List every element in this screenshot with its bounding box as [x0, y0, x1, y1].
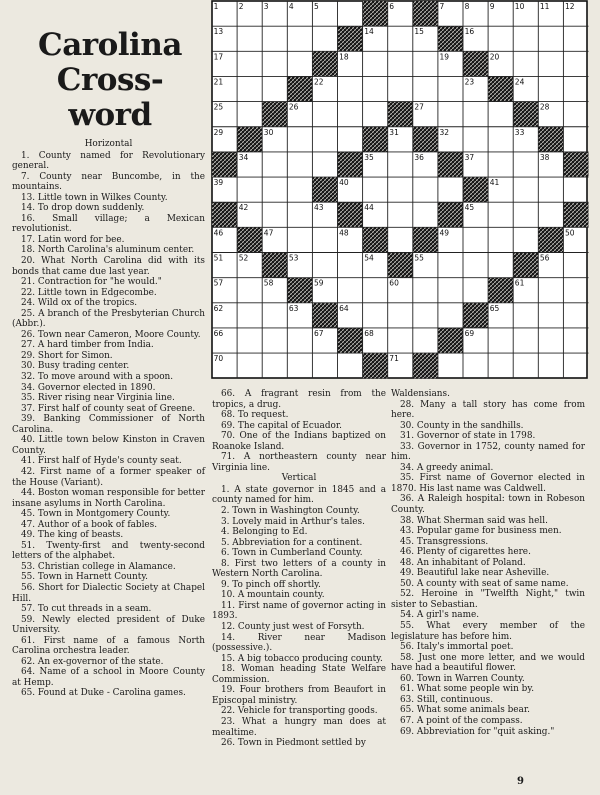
black-square	[463, 177, 488, 202]
black-square	[538, 127, 563, 152]
cell-number: 29	[213, 127, 224, 137]
clue-item: 61. What some people win by.	[400, 684, 535, 695]
clue-item: 48. An inhabitant of Poland.	[400, 557, 526, 568]
black-square	[312, 177, 337, 202]
clue-item: 42. First name of a former speaker of the House (Variant).	[12, 466, 205, 488]
black-square	[363, 353, 388, 378]
cell-number: 65	[489, 303, 500, 313]
cell-number: 33	[514, 127, 525, 137]
cell-number: 15	[414, 27, 424, 37]
black-square	[488, 278, 513, 303]
cell-number: 3	[263, 2, 269, 11]
black-square	[413, 227, 438, 252]
clue-item: 41. First half of Hyde's county seat.	[21, 456, 182, 467]
cell-number: 71	[389, 354, 399, 364]
cell-number: 16	[464, 27, 475, 37]
clue-item: 61. First name of a famous North Carolina orchestra leader.	[12, 635, 205, 657]
clue-item: 31. Governor of state in 1798.	[400, 431, 536, 442]
clue-item: 10. A mountain county.	[221, 590, 325, 601]
cell-number: 36	[414, 152, 424, 162]
clue-item: 33. Governor in 1752, county named for him.	[391, 441, 585, 463]
horizontal-clue-list-continued	[212, 389, 386, 473]
cell-number: 28	[539, 102, 550, 112]
clue-item: 35. River rising near Virginia line.	[21, 393, 175, 404]
cell-number: 69	[464, 328, 475, 338]
cell-number: 2	[238, 2, 244, 11]
clue-item: 16. Small village; a Mexican revolutionist.	[12, 213, 205, 235]
clue-item: 56. Italy's immortal poet.	[400, 642, 514, 653]
clue-item: 6. Town in Cumberland County.	[221, 548, 363, 559]
clue-item: 62. An ex-governor of the state.	[21, 656, 164, 667]
cell-number: 27	[414, 102, 424, 112]
cell-number: 1	[213, 2, 219, 11]
cell-number: 12	[565, 2, 575, 11]
clue-item: 1. County named for Revolutionary general.	[12, 150, 205, 172]
crossword-grid	[211, 0, 591, 380]
clue-item: 54. A girl's name.	[400, 610, 480, 621]
title-line: Carolina	[38, 27, 182, 63]
clue-item: 21. Contraction for "he would."	[21, 277, 162, 288]
cell-number: 38	[539, 152, 550, 162]
clues-column-1	[12, 139, 205, 699]
clue-item: 28. Many a tall story has come from here.	[391, 399, 585, 421]
clue-item: 49. Beautiful lake near Asheville.	[400, 568, 550, 579]
black-square	[538, 227, 563, 252]
horizontal-clue-list	[12, 151, 205, 699]
clue-item: 26. Town near Cameron, Moore County.	[21, 329, 201, 340]
clue-item: 47. Author of a book of fables.	[21, 519, 158, 530]
clue-item: 39. Banking Commissioner of North Carolina.	[12, 414, 205, 435]
black-square	[237, 127, 262, 152]
clue-item: 55. What every member of the legislature has before him.	[391, 621, 585, 642]
cell-number: 26	[288, 102, 299, 112]
black-square	[287, 76, 312, 101]
clue-item: 52. Heroine in "Twelfth Night," twin sister to Sebastian.	[391, 589, 585, 610]
clue-item: 55. Town in Harnett County.	[21, 572, 148, 583]
cell-number: 11	[539, 2, 550, 11]
cell-number: 59	[314, 278, 324, 288]
clue-item: 67. A point of the compass.	[400, 715, 523, 726]
clue-item: 11. First name of governor acting in 1893.	[212, 600, 386, 622]
clue-item: 40. Little town below Kinston in Craven County.	[12, 435, 205, 456]
clue-item: 59. Newly elected president of Duke University.	[12, 614, 205, 636]
clue-item: 46. Plenty of cigarettes here.	[400, 547, 531, 558]
clues-column-3	[391, 389, 585, 737]
clue-item: 58. Just one more letter, and we would have had a beautiful flower.	[391, 652, 585, 674]
cell-number: 43	[314, 203, 324, 213]
cell-number: 35	[364, 152, 374, 162]
cell-number: 23	[464, 77, 475, 87]
clue-item: 5. Abbreviation for a continent.	[221, 537, 363, 548]
black-square	[338, 202, 363, 227]
grid-background	[212, 1, 587, 378]
cell-number: 20	[489, 52, 500, 62]
clue-item: 69. The capital of Ecuador.	[221, 420, 342, 431]
clue-item: 8. First two letters of a county in Western North Carolina.	[212, 558, 386, 580]
black-square	[413, 1, 438, 26]
cell-number: 32	[439, 127, 450, 137]
cell-number: 10	[514, 2, 525, 11]
black-square	[212, 152, 237, 177]
cell-number: 57	[213, 278, 224, 288]
black-square	[513, 102, 538, 127]
clue-item: 45. Transgressions.	[400, 536, 489, 547]
black-square	[438, 328, 463, 353]
clue-item: 65. Found at Duke - Carolina games.	[21, 688, 186, 699]
cell-number: 8	[464, 2, 470, 11]
cell-number: 66	[213, 328, 224, 338]
cell-number: 45	[464, 203, 475, 213]
cell-number: 60	[389, 278, 399, 288]
black-square	[212, 202, 237, 227]
clue-item: 18. Woman heading State Welfare Commission.	[212, 664, 386, 685]
cell-number: 47	[263, 228, 274, 238]
clue-item: 1. A state governor in 1845 and a county named for him.	[212, 484, 386, 506]
cell-number: 13	[213, 27, 224, 37]
clue-item: 43. Popular game for business men.	[400, 526, 562, 537]
clue-item: 4. Belonging to Ed.	[221, 527, 308, 538]
clue-item: 27. A hard timber from India.	[21, 340, 154, 351]
clue-item: 71. A northeastern county near Virginia line.	[212, 452, 386, 473]
clue-item: 64. Name of a school in Moore County at Hemp.	[12, 667, 205, 688]
cell-number: 5	[314, 2, 319, 11]
clue-item: 17. Latin word for bee.	[21, 234, 125, 245]
clue-item: 22. Little town in Edgecombe.	[21, 287, 157, 298]
cell-number: 67	[314, 328, 324, 338]
black-square	[237, 227, 262, 252]
cell-number: 46	[213, 228, 224, 238]
cell-number: 4	[288, 2, 294, 11]
clue-item: 7. County near Buncombe, in the mountains.	[12, 171, 205, 193]
cell-number: 50	[565, 228, 575, 238]
clue-item: 35. First name of Governor elected in 1870. His last name was Caldwell.	[391, 473, 585, 494]
black-square	[563, 152, 588, 177]
black-square	[363, 1, 388, 26]
cell-number: 62	[213, 303, 224, 313]
black-square	[438, 152, 463, 177]
black-square	[338, 152, 363, 177]
clue-item: 49. The king of beasts.	[21, 530, 124, 541]
cell-number: 70	[213, 354, 224, 364]
cell-number: 39	[213, 178, 224, 188]
clue-item: 36. A Raleigh hospital: town in Robeson County.	[391, 494, 585, 516]
vertical-clue-list	[212, 485, 386, 749]
page-number: 9	[517, 776, 524, 787]
clue-continuation: Waldensians.	[391, 389, 450, 399]
cell-number: 17	[213, 52, 224, 62]
cell-number: 14	[364, 27, 374, 37]
black-square	[488, 76, 513, 101]
cell-number: 48	[339, 228, 349, 238]
clue-item: 12. County just west of Forsyth.	[221, 622, 365, 633]
black-square	[463, 51, 488, 76]
black-square	[312, 303, 337, 328]
black-square	[388, 253, 413, 278]
black-square	[363, 227, 388, 252]
cell-number: 56	[539, 253, 550, 263]
clue-item: 65. What some animals bear.	[400, 705, 530, 716]
clue-item: 24. Wild ox of the tropics.	[21, 298, 138, 309]
clue-item: 57. To cut threads in a seam.	[21, 604, 152, 615]
clue-item: 2. Town in Washington County.	[221, 506, 360, 517]
clue-item: 18. North Carolina's aluminum center.	[21, 245, 195, 256]
clue-item: 14. To drop down suddenly.	[21, 203, 145, 214]
black-square	[438, 202, 463, 227]
cell-number: 64	[339, 303, 349, 313]
clue-item: 14. River near Madison (possessive.).	[212, 632, 386, 654]
black-square	[413, 353, 438, 378]
clue-item: 9. To pinch off shortly.	[221, 579, 321, 590]
clue-item: 19. Four brothers from Beaufort in Episcopal ministry.	[212, 685, 386, 706]
cell-number: 31	[389, 127, 399, 137]
cell-number: 51	[213, 253, 224, 263]
cell-number: 63	[288, 303, 299, 313]
clue-item: 56. Short for Dialectic Society at Chapel Hill.	[12, 582, 205, 604]
clue-item: 15. A big tobacco producing county.	[221, 653, 383, 664]
cell-number: 18	[339, 52, 349, 62]
black-square	[338, 328, 363, 353]
clue-item: 20. What North Carolina did with its bonds that came due last year.	[12, 256, 205, 277]
black-square	[413, 127, 438, 152]
clue-item: 60. Town in Warren County.	[400, 673, 525, 684]
black-square	[363, 127, 388, 152]
clue-item: 13. Little town in Wilkes County.	[21, 192, 168, 203]
clue-item: 50. A county with seat of same name.	[400, 578, 569, 589]
cell-number: 40	[339, 178, 349, 188]
cell-number: 21	[213, 77, 224, 87]
black-square	[438, 26, 463, 51]
vertical-heading: Vertical	[281, 473, 317, 484]
clue-item: 38. What Sherman said was hell.	[400, 515, 548, 526]
cell-number: 52	[238, 253, 249, 263]
cell-number: 55	[414, 253, 424, 263]
clue-item: 70. One of the Indians baptized on Roanoke Island.	[212, 431, 386, 452]
cell-number: 19	[439, 52, 450, 62]
clue-item: 26. Town in Piedmont settled by	[221, 738, 366, 749]
cell-number: 7	[439, 2, 445, 11]
clue-item: 34. Governor elected in 1890.	[21, 382, 156, 393]
clue-item: 34. A greedy animal.	[400, 462, 494, 473]
clue-item: 30. Busy trading center.	[21, 361, 130, 372]
cell-number: 54	[364, 253, 374, 263]
cell-number: 37	[464, 152, 475, 162]
clue-item: 51. Twenty-first and twenty-second letters of the alphabet.	[12, 540, 205, 562]
clue-item: 44. Boston woman responsible for better insane asylums in North Carolina.	[12, 488, 206, 509]
clue-item: 25. A branch of the Presbyterian Church (Abbr.).	[12, 308, 205, 330]
title-line: word	[68, 97, 152, 133]
black-square	[338, 26, 363, 51]
black-square	[463, 303, 488, 328]
clue-item: 45. Town in Montgomery County.	[21, 509, 171, 520]
cell-number: 68	[364, 328, 374, 338]
clue-item: 68. To request.	[221, 410, 289, 421]
title-line: Cross-	[56, 62, 164, 98]
black-square	[262, 102, 287, 127]
clue-item: 29. Short for Simon.	[21, 350, 113, 361]
cell-number: 34	[238, 152, 249, 162]
horizontal-heading: Horizontal	[84, 139, 133, 149]
clue-item: 23. What a hungry man does at mealtime.	[212, 716, 386, 738]
cell-number: 6	[389, 2, 395, 11]
cell-number: 41	[489, 178, 500, 188]
clue-item: 32. To move around with a spoon.	[21, 372, 174, 383]
vertical-clue-list-continued	[391, 400, 585, 738]
cell-number: 22	[314, 77, 324, 87]
cell-number: 58	[263, 278, 274, 288]
cell-number: 53	[288, 253, 299, 263]
cell-number: 44	[364, 203, 374, 213]
cell-number: 24	[514, 77, 525, 87]
black-square	[312, 51, 337, 76]
black-square	[563, 202, 588, 227]
black-square	[262, 253, 287, 278]
clue-item: 37. First half of county seat of Greene.	[21, 403, 196, 414]
clue-item: 30. County in the sandhills.	[400, 420, 524, 431]
clue-item: 69. Abbreviation for "quit asking."	[400, 726, 555, 737]
clue-item: 22. Vehicle for transporting goods.	[221, 706, 378, 717]
cell-number: 9	[489, 2, 495, 11]
cell-number: 25	[213, 102, 224, 112]
clue-item: 63. Still, continuous.	[400, 694, 494, 705]
cell-number: 30	[263, 127, 274, 137]
cell-number: 42	[238, 203, 249, 213]
cell-number: 49	[439, 228, 450, 238]
black-square	[513, 253, 538, 278]
page-title	[14, 28, 206, 133]
black-square	[388, 102, 413, 127]
clues-column-2	[212, 389, 386, 749]
cell-number: 61	[514, 278, 525, 288]
clue-item: 3. Lovely maid in Arthur's tales.	[221, 516, 365, 527]
clue-item: 53. Christian college in Alamance.	[21, 561, 176, 572]
clue-item: 66. A fragrant resin from the tropics, a drug.	[212, 389, 386, 410]
black-square	[287, 278, 312, 303]
